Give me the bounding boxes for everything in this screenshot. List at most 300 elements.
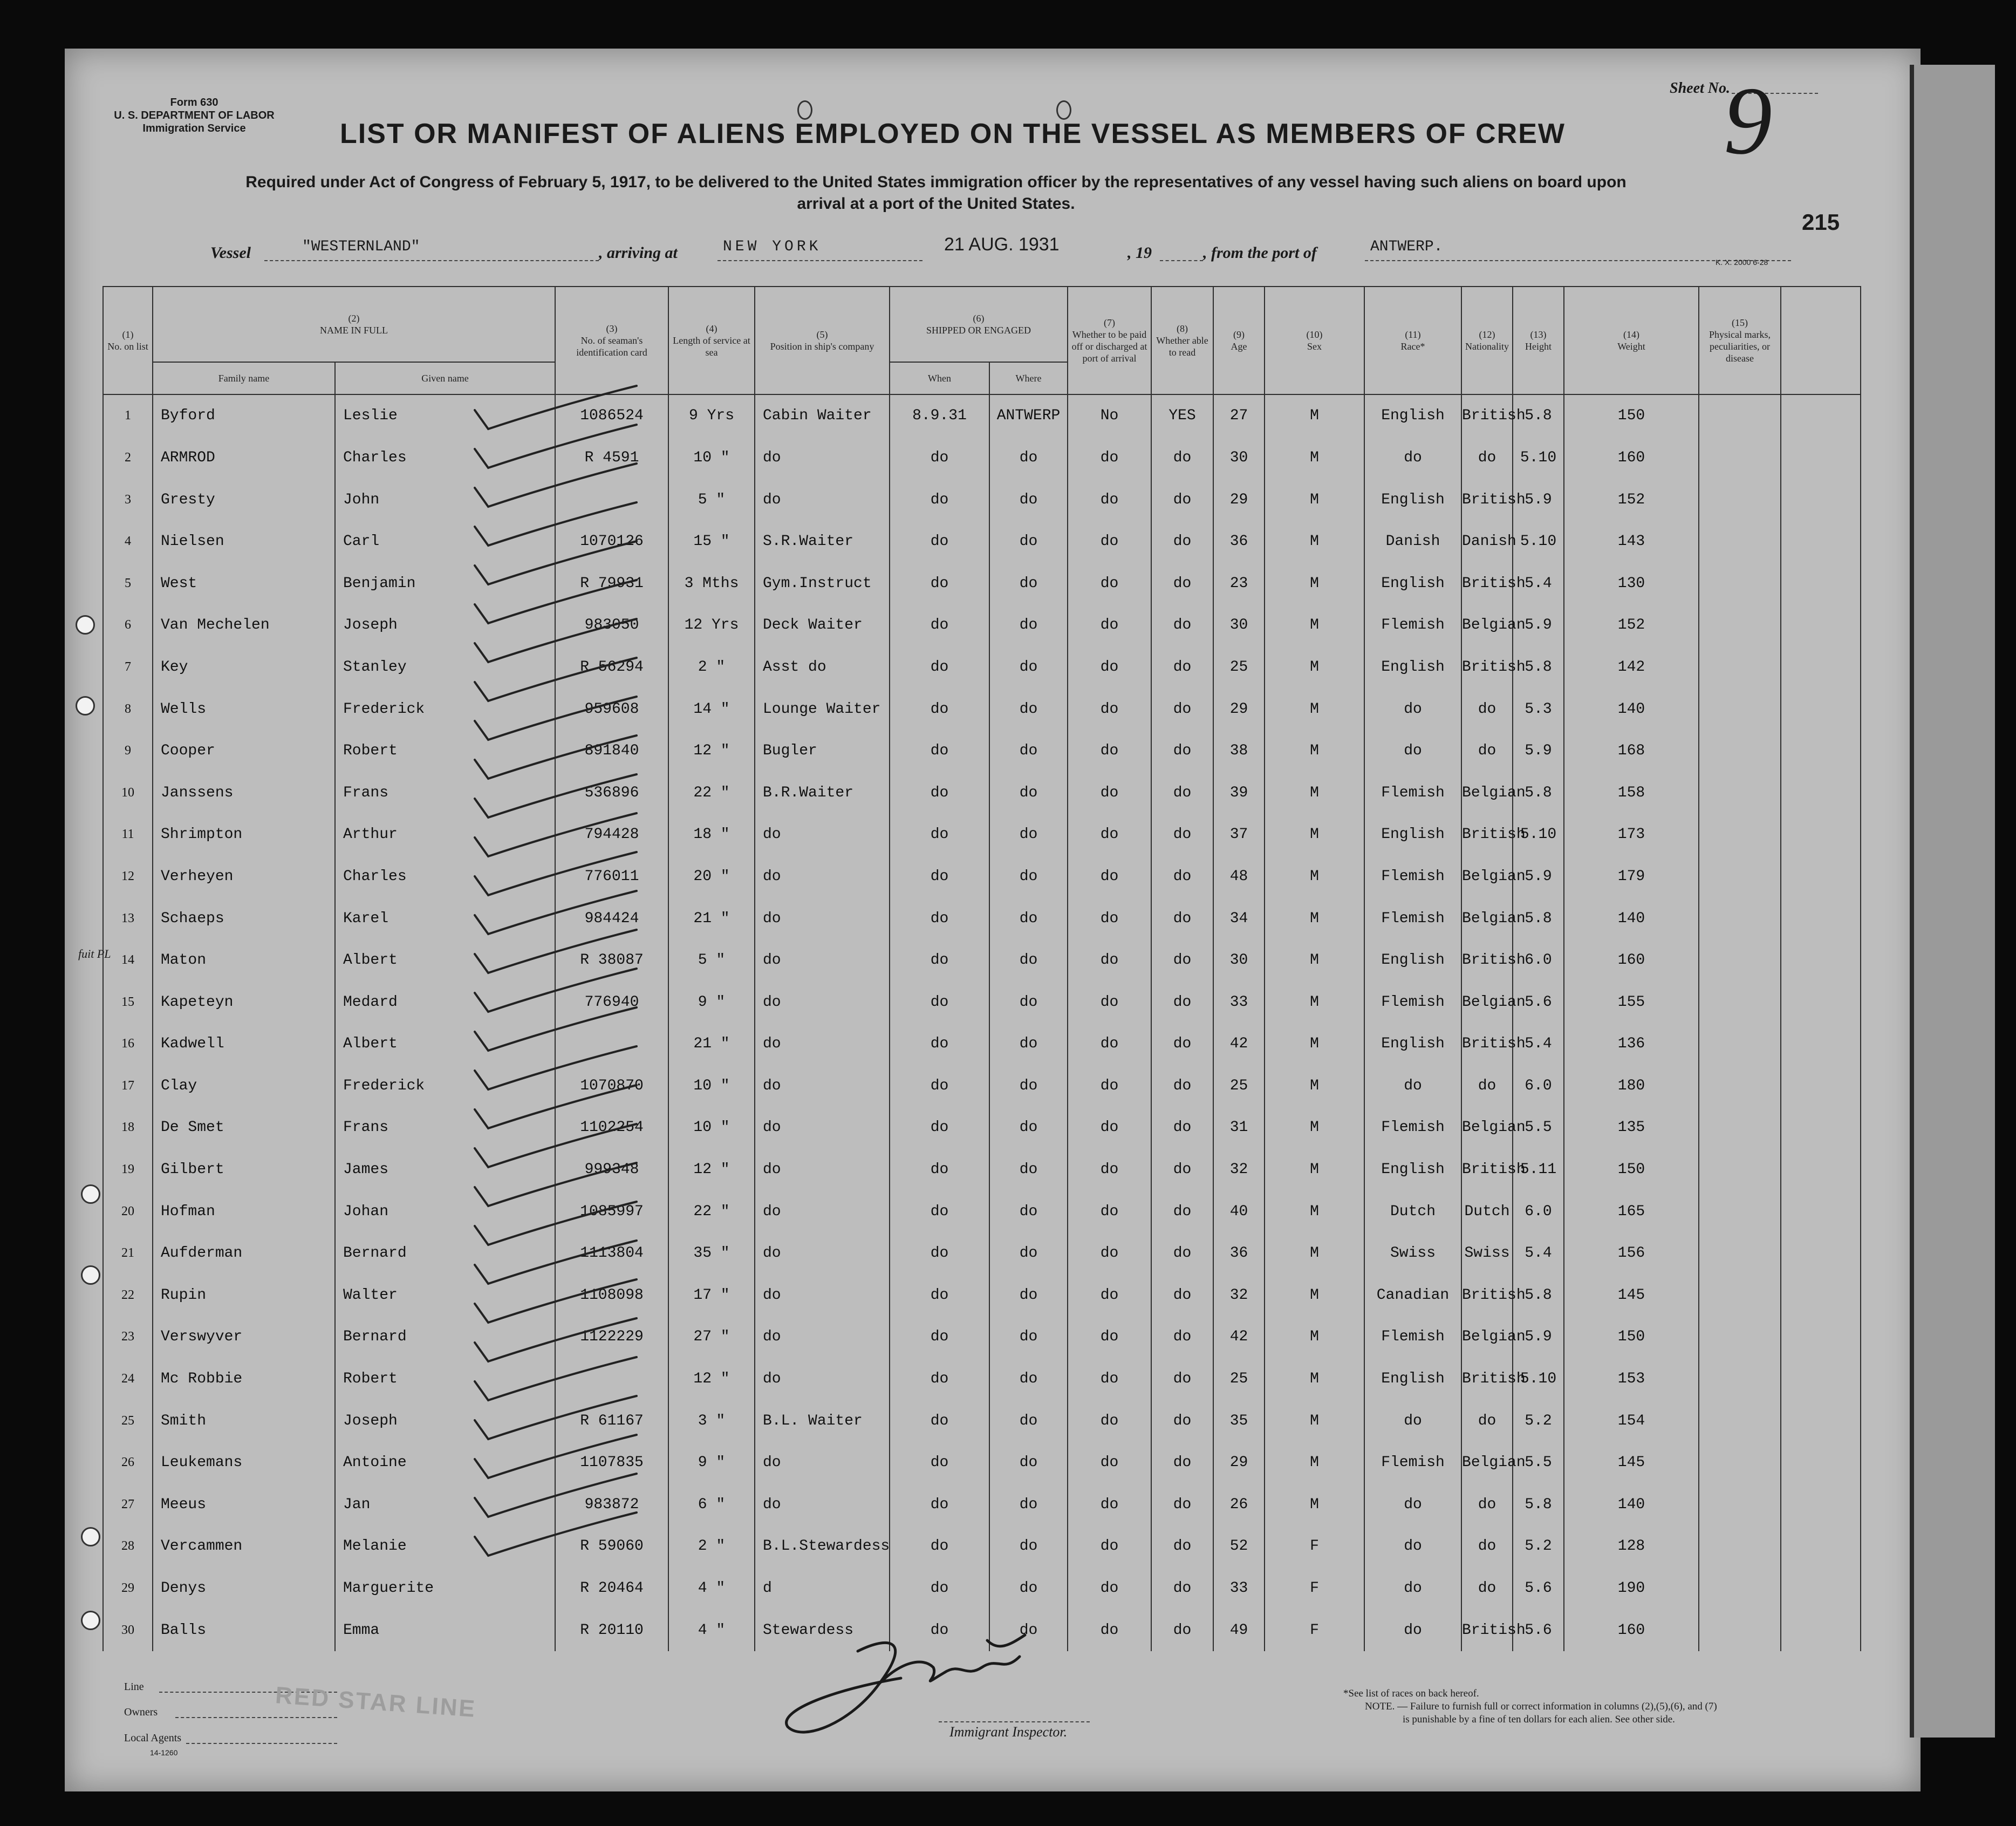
cell-nationality: British [1461, 939, 1513, 982]
cell-physical [1699, 562, 1781, 604]
cell-blank [1781, 1400, 1861, 1442]
col-no: (1) No. on list [103, 287, 153, 394]
cell-where: do [989, 1609, 1068, 1651]
note-fine-1: NOTE. — Failure to furnish full or correct information in columns (2),(5),(6), and (7) [1365, 1701, 1717, 1712]
col-card: (3) No. of seaman's identification card [555, 287, 668, 394]
cell-no: 28 [103, 1525, 153, 1568]
cell-given: Charles [335, 437, 555, 479]
crew-manifest-table [102, 286, 1861, 1651]
cell-when: do [890, 1568, 989, 1610]
cell-weight: 152 [1564, 479, 1699, 521]
cell-weight: 173 [1564, 814, 1699, 856]
cell-height: 5.9 [1513, 856, 1564, 898]
cell-paid: No [1068, 394, 1151, 437]
cell-card: 984424 [555, 897, 668, 939]
col-age: (9) Age [1213, 287, 1265, 394]
cell-nationality: do [1461, 1400, 1513, 1442]
cell-weight: 168 [1564, 730, 1699, 772]
cell-race: English [1364, 1149, 1461, 1191]
cell-physical [1699, 1525, 1781, 1568]
cell-service: 12 " [668, 1358, 755, 1400]
col-read: (8) Whether able to read [1151, 287, 1213, 394]
table-row [103, 981, 1861, 1023]
cell-service: 22 " [668, 1190, 755, 1232]
cell-physical [1699, 1568, 1781, 1610]
cell-read: do [1151, 1484, 1213, 1526]
cell-nationality: British [1461, 1023, 1513, 1065]
cell-where: do [989, 1232, 1068, 1275]
cell-sex: M [1265, 730, 1364, 772]
cell-position: do [755, 1358, 890, 1400]
cell-given: Emma [335, 1609, 555, 1651]
cell-no: 30 [103, 1609, 153, 1651]
binder-hole [81, 1184, 100, 1204]
cell-race: do [1364, 1400, 1461, 1442]
cell-paid: do [1068, 1149, 1151, 1191]
cell-service: 4 " [668, 1568, 755, 1610]
cell-read: do [1151, 981, 1213, 1023]
cell-no: 1 [103, 394, 153, 437]
cell-height: 6.0 [1513, 939, 1564, 982]
table-row [103, 1023, 1861, 1065]
cell-family: Meeus [153, 1484, 335, 1526]
cell-age: 32 [1213, 1275, 1265, 1317]
cell-height: 5.8 [1513, 772, 1564, 814]
cell-nationality: British [1461, 1609, 1513, 1651]
cell-read: do [1151, 730, 1213, 772]
cell-age: 33 [1213, 1568, 1265, 1610]
cell-where: do [989, 604, 1068, 646]
cell-height: 5.9 [1513, 1316, 1564, 1358]
cell-no: 16 [103, 1023, 153, 1065]
table-row [103, 1149, 1861, 1191]
cell-where: do [989, 521, 1068, 563]
cell-height: 5.2 [1513, 1525, 1564, 1568]
check-mark [475, 1085, 637, 1128]
requirement-line-1: Required under Act of Congress of February 5, 1917, to be delivered to the United States immigration officer by the representatives of any vessel having such aliens on board upon [245, 173, 1627, 191]
cell-paid: do [1068, 1023, 1151, 1065]
cell-read: do [1151, 479, 1213, 521]
table-row [103, 521, 1861, 563]
cell-weight: 150 [1564, 394, 1699, 437]
col-blank [1781, 287, 1861, 394]
service: Immigration Service [142, 122, 246, 134]
cell-height: 5.8 [1513, 394, 1564, 437]
binder-hole [81, 1611, 100, 1630]
cell-no: 11 [103, 814, 153, 856]
cell-read: do [1151, 939, 1213, 982]
cell-paid: do [1068, 1065, 1151, 1107]
check-mark [475, 1435, 637, 1478]
check-mark [475, 930, 637, 973]
cell-sex: M [1265, 814, 1364, 856]
cell-height: 5.9 [1513, 730, 1564, 772]
cell-when: do [890, 1107, 989, 1149]
cell-weight: 140 [1564, 1484, 1699, 1526]
cell-sex: M [1265, 1232, 1364, 1275]
cell-service: 12 Yrs [668, 604, 755, 646]
cell-blank [1781, 1442, 1861, 1484]
table-row [103, 1400, 1861, 1442]
cell-height: 5.2 [1513, 1400, 1564, 1442]
cell-race: Flemish [1364, 1316, 1461, 1358]
cell-age: 38 [1213, 730, 1265, 772]
cell-no: 5 [103, 562, 153, 604]
cell-height: 5.8 [1513, 897, 1564, 939]
cell-when: do [890, 1400, 989, 1442]
cell-height: 5.8 [1513, 1275, 1564, 1317]
cell-paid: do [1068, 1190, 1151, 1232]
col-sex: (10) Sex [1265, 287, 1364, 394]
cell-physical [1699, 688, 1781, 730]
cell-race: Flemish [1364, 897, 1461, 939]
cell-physical [1699, 897, 1781, 939]
cell-physical [1699, 521, 1781, 563]
cell-card: 891840 [555, 730, 668, 772]
cell-when: do [890, 1358, 989, 1400]
cell-read: do [1151, 688, 1213, 730]
cell-card: 1070126 [555, 521, 668, 563]
cell-where: do [989, 562, 1068, 604]
check-mark [475, 852, 637, 895]
cell-blank [1781, 1149, 1861, 1191]
cell-given: Albert [335, 939, 555, 982]
cell-no: 2 [103, 437, 153, 479]
cell-where: do [989, 1316, 1068, 1358]
cell-family: Schaeps [153, 897, 335, 939]
cell-nationality: Belgian [1461, 604, 1513, 646]
cell-weight: 128 [1564, 1525, 1699, 1568]
cell-nationality: British [1461, 394, 1513, 437]
cell-paid: do [1068, 521, 1151, 563]
cell-read: do [1151, 897, 1213, 939]
cell-when: do [890, 604, 989, 646]
table-row [103, 1442, 1861, 1484]
cell-age: 29 [1213, 1442, 1265, 1484]
cell-blank [1781, 1568, 1861, 1610]
red-star-line-stamp: RED STAR LINE [274, 1682, 477, 1722]
cell-height: 5.9 [1513, 604, 1564, 646]
cell-sex: F [1265, 1568, 1364, 1610]
cell-position: do [755, 1442, 890, 1484]
cell-paid: do [1068, 730, 1151, 772]
print-code: K. X. 2000 6-28 [1716, 258, 1768, 267]
cell-sex: M [1265, 772, 1364, 814]
col-where: Where [989, 362, 1068, 394]
cell-where: do [989, 1568, 1068, 1610]
check-mark [475, 1241, 637, 1284]
cell-paid: do [1068, 646, 1151, 689]
cell-family: Janssens [153, 772, 335, 814]
cell-blank [1781, 1609, 1861, 1651]
cell-blank [1781, 1484, 1861, 1526]
cell-given: Albert [335, 1023, 555, 1065]
cell-weight: 150 [1564, 1149, 1699, 1191]
cell-race: do [1364, 688, 1461, 730]
cell-no: 4 [103, 521, 153, 563]
cell-given: Antoine [335, 1442, 555, 1484]
cell-when: do [890, 562, 989, 604]
cell-position: do [755, 1065, 890, 1107]
cell-given: James [335, 1149, 555, 1191]
cell-age: 42 [1213, 1023, 1265, 1065]
cell-weight: 156 [1564, 1232, 1699, 1275]
cell-card: 1070870 [555, 1065, 668, 1107]
cell-family: Van Mechelen [153, 604, 335, 646]
cell-when: do [890, 1275, 989, 1317]
cell-card: 959608 [555, 688, 668, 730]
cell-position: B.L.Stewardess [755, 1525, 890, 1568]
cell-physical [1699, 1023, 1781, 1065]
cell-given: Stanley [335, 646, 555, 689]
cell-blank [1781, 479, 1861, 521]
cell-sex: F [1265, 1525, 1364, 1568]
cell-service: 9 Yrs [668, 394, 755, 437]
check-mark [475, 735, 637, 779]
cell-race: Flemish [1364, 772, 1461, 814]
cell-given: Frans [335, 772, 555, 814]
cell-paid: do [1068, 437, 1151, 479]
cell-race: Dutch [1364, 1190, 1461, 1232]
cell-height: 5.5 [1513, 1107, 1564, 1149]
cell-height: 5.8 [1513, 1484, 1564, 1526]
cell-race: Flemish [1364, 1107, 1461, 1149]
year-label: , 19 [1127, 244, 1152, 262]
cell-nationality: Belgian [1461, 1442, 1513, 1484]
check-mark [475, 1357, 637, 1400]
cell-family: De Smet [153, 1107, 335, 1149]
check-mark [475, 891, 637, 934]
sheet-edge [1910, 65, 1995, 1738]
cell-position: Cabin Waiter [755, 394, 890, 437]
cell-card: 1122229 [555, 1316, 668, 1358]
department: U. S. DEPARTMENT OF LABOR [114, 110, 275, 121]
cell-position: Gym.Instruct [755, 562, 890, 604]
cell-family: Byford [153, 394, 335, 437]
cell-where: do [989, 1442, 1068, 1484]
cell-physical [1699, 981, 1781, 1023]
cell-weight: 150 [1564, 1316, 1699, 1358]
cell-weight: 143 [1564, 521, 1699, 563]
form-department-block [97, 96, 291, 135]
cell-height: 5.4 [1513, 1023, 1564, 1065]
cell-paid: do [1068, 1484, 1151, 1526]
cell-family: Hofman [153, 1190, 335, 1232]
agents-underline [186, 1743, 337, 1744]
cell-read: do [1151, 1107, 1213, 1149]
cell-age: 37 [1213, 814, 1265, 856]
cell-where: do [989, 688, 1068, 730]
cell-nationality: British [1461, 1358, 1513, 1400]
cell-position: Bugler [755, 730, 890, 772]
cell-family: West [153, 562, 335, 604]
cell-where: do [989, 981, 1068, 1023]
cell-sex: M [1265, 1065, 1364, 1107]
cell-given: Frederick [335, 688, 555, 730]
cell-when: do [890, 1065, 989, 1107]
cell-paid: do [1068, 1232, 1151, 1275]
cell-height: 5.6 [1513, 1609, 1564, 1651]
cell-paid: do [1068, 1400, 1151, 1442]
cell-read: do [1151, 856, 1213, 898]
cell-given: Bernard [335, 1316, 555, 1358]
cell-physical [1699, 1190, 1781, 1232]
cell-when: do [890, 646, 989, 689]
cell-read: do [1151, 772, 1213, 814]
check-mark [475, 774, 637, 817]
cell-physical [1699, 1484, 1781, 1526]
check-mark [475, 813, 637, 856]
cell-card: 1085997 [555, 1190, 668, 1232]
cell-service: 10 " [668, 437, 755, 479]
cell-service: 12 " [668, 730, 755, 772]
cell-weight: 140 [1564, 688, 1699, 730]
table-row [103, 856, 1861, 898]
cell-sex: F [1265, 1609, 1364, 1651]
cell-given: Robert [335, 1358, 555, 1400]
cell-physical [1699, 479, 1781, 521]
cell-when: do [890, 1609, 989, 1651]
sheet-number: 9 [1724, 67, 1772, 174]
cell-given: Charles [335, 856, 555, 898]
cell-family: Clay [153, 1065, 335, 1107]
cell-position: do [755, 1190, 890, 1232]
table-row [103, 1484, 1861, 1526]
cell-age: 29 [1213, 479, 1265, 521]
cell-nationality: do [1461, 1484, 1513, 1526]
cell-race: English [1364, 1358, 1461, 1400]
form-number: Form 630 [170, 97, 218, 108]
binder-hole [81, 1265, 100, 1285]
cell-when: do [890, 856, 989, 898]
cell-position: do [755, 814, 890, 856]
cell-no: 15 [103, 981, 153, 1023]
cell-card: 1086524 [555, 394, 668, 437]
vessel-name: "WESTERNLAND" [302, 239, 420, 255]
cell-age: 48 [1213, 856, 1265, 898]
cell-given: Johan [335, 1190, 555, 1232]
cell-service: 18 " [668, 814, 755, 856]
cell-nationality: do [1461, 1525, 1513, 1568]
cell-paid: do [1068, 1316, 1151, 1358]
cell-age: 30 [1213, 437, 1265, 479]
cell-blank [1781, 646, 1861, 689]
cell-weight: 160 [1564, 1609, 1699, 1651]
cell-age: 42 [1213, 1316, 1265, 1358]
cell-family: Rupin [153, 1275, 335, 1317]
cell-no: 21 [103, 1232, 153, 1275]
cell-physical [1699, 437, 1781, 479]
cell-given: Bernard [335, 1232, 555, 1275]
cell-physical [1699, 1442, 1781, 1484]
cell-family: Verheyen [153, 856, 335, 898]
cell-when: do [890, 1190, 989, 1232]
cell-where: do [989, 1107, 1068, 1149]
voyage-line [210, 234, 1807, 265]
cell-card: 983872 [555, 1484, 668, 1526]
cell-when: do [890, 1525, 989, 1568]
cell-service: 9 " [668, 981, 755, 1023]
cell-physical [1699, 394, 1781, 437]
cell-family: Gilbert [153, 1149, 335, 1191]
cell-blank [1781, 604, 1861, 646]
cell-weight: 158 [1564, 772, 1699, 814]
cell-position: do [755, 856, 890, 898]
cell-no: 23 [103, 1316, 153, 1358]
footer-print-code: 14-1260 [150, 1748, 178, 1757]
cell-read: do [1151, 1190, 1213, 1232]
cell-age: 40 [1213, 1190, 1265, 1232]
cell-family: Wells [153, 688, 335, 730]
cell-physical [1699, 772, 1781, 814]
col-position: (5) Position in ship's company [755, 287, 890, 394]
cell-weight: 130 [1564, 562, 1699, 604]
cell-age: 33 [1213, 981, 1265, 1023]
cell-race: English [1364, 939, 1461, 982]
cell-read: do [1151, 1149, 1213, 1191]
cell-read: do [1151, 604, 1213, 646]
cell-sex: M [1265, 1358, 1364, 1400]
cell-sex: M [1265, 1316, 1364, 1358]
cell-blank [1781, 1190, 1861, 1232]
cell-age: 52 [1213, 1525, 1265, 1568]
cell-given: Frans [335, 1107, 555, 1149]
page-title: LIST OR MANIFEST OF ALIENS EMPLOYED ON THE VESSEL AS MEMBERS OF CREW [340, 118, 1566, 149]
cell-age: 36 [1213, 1232, 1265, 1275]
cell-service: 4 " [668, 1609, 755, 1651]
cell-blank [1781, 1525, 1861, 1568]
cell-age: 25 [1213, 1065, 1265, 1107]
cell-given: Jan [335, 1484, 555, 1526]
cell-nationality: British [1461, 646, 1513, 689]
cell-where: do [989, 897, 1068, 939]
cell-paid: do [1068, 1525, 1151, 1568]
binder-ring [797, 100, 812, 120]
cell-age: 39 [1213, 772, 1265, 814]
binder-hole [76, 615, 95, 635]
cell-position: Deck Waiter [755, 604, 890, 646]
page-stamp: 215 [1802, 209, 1840, 235]
cell-no: 14 [103, 939, 153, 982]
table-row [103, 437, 1861, 479]
cell-blank [1781, 939, 1861, 982]
cell-sex: M [1265, 1149, 1364, 1191]
cell-service: 3 Mths [668, 562, 755, 604]
cell-race: Canadian [1364, 1275, 1461, 1317]
check-mark [475, 580, 637, 623]
cell-read: do [1151, 1609, 1213, 1651]
cell-when: do [890, 1232, 989, 1275]
cell-no: 19 [103, 1149, 153, 1191]
cell-weight: 153 [1564, 1358, 1699, 1400]
cell-age: 27 [1213, 394, 1265, 437]
check-mark [475, 502, 637, 546]
cell-read: do [1151, 646, 1213, 689]
cell-physical [1699, 814, 1781, 856]
crew-rows [103, 394, 1861, 1651]
cell-service: 15 " [668, 521, 755, 563]
cell-height: 5.3 [1513, 688, 1564, 730]
cell-sex: M [1265, 1107, 1364, 1149]
cell-where: do [989, 479, 1068, 521]
cell-service: 3 " [668, 1400, 755, 1442]
cell-no: 9 [103, 730, 153, 772]
cell-blank [1781, 1065, 1861, 1107]
check-mark [475, 658, 637, 701]
binder-hole [76, 696, 95, 716]
cell-blank [1781, 981, 1861, 1023]
cell-height: 5.10 [1513, 814, 1564, 856]
